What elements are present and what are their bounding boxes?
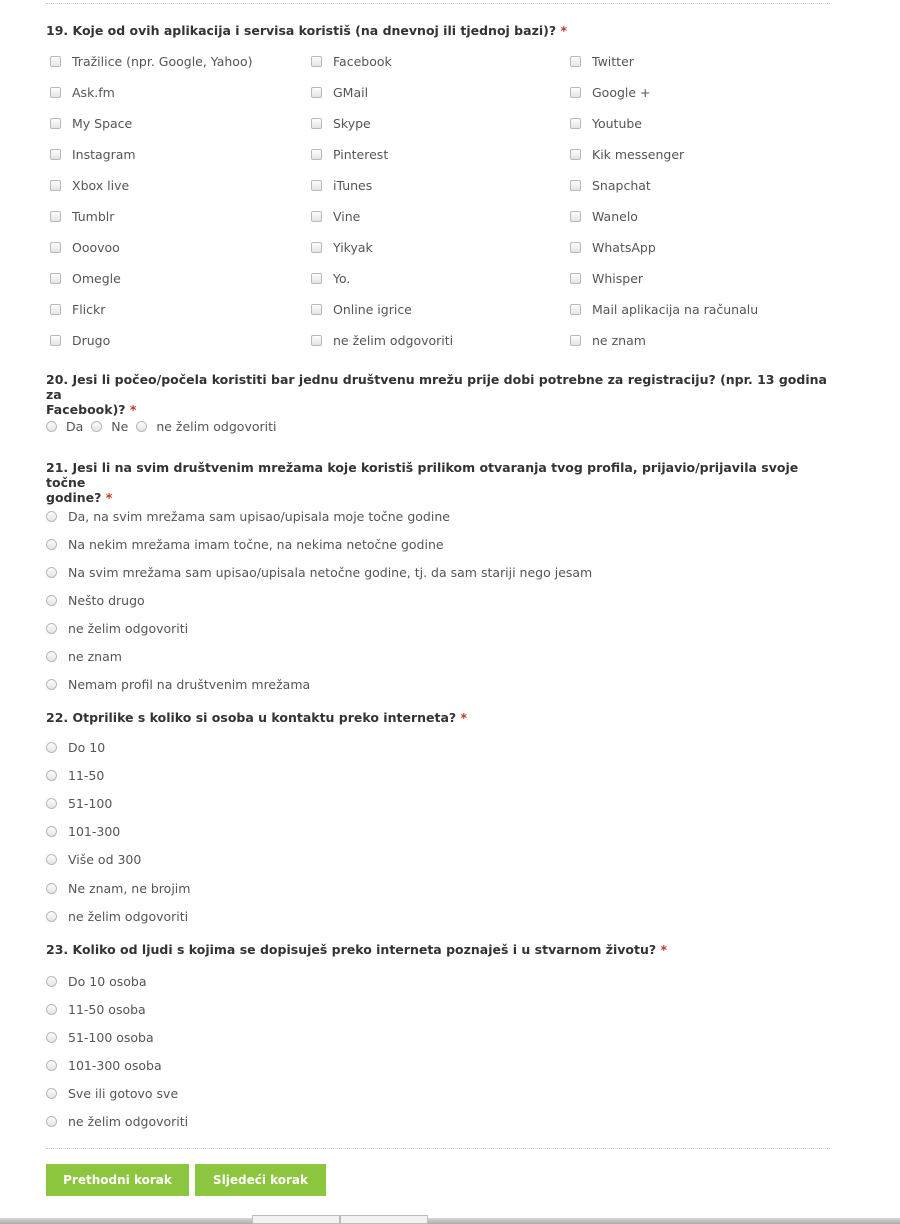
checkbox-option[interactable]	[311, 207, 360, 225]
checkbox-option[interactable]	[570, 238, 656, 256]
radio-button[interactable]	[46, 798, 57, 809]
radio-button[interactable]	[46, 595, 57, 606]
option-label: Na nekim mrežama imam točne, na nekima netočne godine	[68, 536, 444, 552]
checkbox-option[interactable]	[50, 114, 132, 132]
radio-button[interactable]	[46, 623, 57, 634]
radio-option[interactable]	[46, 1000, 146, 1018]
checkbox[interactable]	[570, 273, 581, 284]
option-label: Twitter	[592, 53, 634, 69]
option-label: ne želim odgovoriti	[68, 1113, 189, 1129]
required-marker: *	[660, 942, 668, 957]
checkbox-option[interactable]	[570, 114, 642, 132]
option-label: Instagram	[72, 146, 136, 162]
option-label: Više od 300	[68, 852, 142, 868]
checkbox[interactable]	[570, 242, 581, 253]
checkbox[interactable]	[570, 149, 581, 160]
checkbox-option[interactable]	[311, 269, 350, 287]
checkbox[interactable]	[311, 273, 322, 284]
option-label: ne želim odgovoriti	[333, 332, 454, 348]
checkbox[interactable]	[570, 304, 581, 315]
window-bottom-bar	[0, 1218, 900, 1224]
option-label: Mail aplikacija na računalu	[592, 301, 759, 317]
option-label: Nešto drugo	[68, 592, 145, 608]
radio-option[interactable]	[46, 738, 105, 756]
checkbox[interactable]	[311, 242, 322, 253]
radio-option[interactable]	[46, 675, 310, 693]
radio-button[interactable]	[46, 511, 57, 522]
checkbox[interactable]	[570, 180, 581, 191]
option-label: Nemam profil na društvenim mrežama	[68, 676, 311, 692]
checkbox-option[interactable]	[570, 300, 758, 318]
checkbox[interactable]	[311, 180, 322, 191]
checkbox-option[interactable]	[311, 145, 388, 163]
radio-option[interactable]	[46, 879, 190, 897]
checkbox[interactable]	[50, 180, 61, 191]
checkbox[interactable]	[311, 56, 322, 67]
radio-button[interactable]	[46, 539, 57, 550]
checkbox-option[interactable]	[50, 52, 252, 70]
checkbox[interactable]	[570, 87, 581, 98]
option-label: Flickr	[72, 301, 106, 317]
radio-button[interactable]	[46, 651, 57, 662]
radio-option[interactable]	[46, 1028, 154, 1046]
radio-ne-zelim-odgovoriti[interactable]	[136, 421, 147, 432]
option-label: Snapchat	[592, 177, 651, 193]
option-label: Da	[66, 418, 84, 434]
radio-button[interactable]	[46, 826, 57, 837]
checkbox-option[interactable]	[311, 176, 372, 194]
checkbox-option[interactable]	[311, 83, 368, 101]
required-marker: *	[560, 23, 567, 38]
required-marker: *	[460, 710, 468, 725]
radio-ne[interactable]	[91, 421, 102, 432]
checkbox[interactable]	[311, 211, 322, 222]
option-label: Pinterest	[333, 146, 389, 162]
radio-button[interactable]	[46, 1088, 57, 1099]
checkbox-option[interactable]	[50, 238, 120, 256]
option-label: Wanelo	[592, 208, 638, 224]
option-label: Ne	[111, 418, 129, 434]
option-label: 101-300 osoba	[68, 1057, 162, 1073]
radio-button[interactable]	[46, 567, 57, 578]
radio-da[interactable]	[46, 421, 57, 432]
radio-option[interactable]	[46, 972, 147, 990]
checkbox[interactable]	[570, 118, 581, 129]
required-marker: *	[129, 402, 137, 417]
radio-option[interactable]	[46, 907, 188, 925]
checkbox[interactable]	[50, 304, 61, 315]
radio-option[interactable]	[46, 647, 122, 665]
radio-button[interactable]	[46, 883, 57, 894]
checkbox[interactable]	[311, 149, 322, 160]
checkbox-option[interactable]	[50, 83, 115, 101]
question-22-title: 22. Otprilike s koliko si osoba u kontaktu preko interneta? *	[46, 710, 468, 725]
option-label: Xbox live	[72, 177, 130, 193]
required-marker: *	[105, 490, 113, 505]
radio-option[interactable]	[46, 794, 112, 812]
checkbox[interactable]	[570, 335, 581, 346]
option-label: Skype	[333, 115, 371, 131]
option-label: 101-300	[68, 824, 121, 840]
option-label: Yo.	[333, 270, 351, 286]
checkbox-option[interactable]	[50, 331, 110, 349]
checkbox-option[interactable]	[570, 52, 634, 70]
option-label: Yikyak	[333, 239, 373, 255]
question-19-title: 19. Koje od ovih aplikacija i servisa koristiš (na dnevnoj ili tjednoj bazi)? *	[46, 23, 567, 38]
radio-button[interactable]	[46, 854, 57, 865]
radio-button[interactable]	[46, 1004, 57, 1015]
option-label: ne želim odgovoriti	[68, 620, 189, 636]
checkbox[interactable]	[311, 335, 322, 346]
radio-option[interactable]	[46, 851, 141, 869]
radio-button[interactable]	[46, 911, 57, 922]
option-label: Tumblr	[72, 208, 115, 224]
checkbox[interactable]	[50, 118, 61, 129]
checkbox-option[interactable]	[50, 269, 121, 287]
bottom-tab	[340, 1215, 428, 1224]
checkbox-option[interactable]	[311, 238, 373, 256]
checkbox[interactable]	[311, 118, 322, 129]
option-label: iTunes	[333, 177, 373, 193]
checkbox-option[interactable]	[570, 145, 684, 163]
checkbox-option[interactable]	[570, 331, 646, 349]
checkbox-option[interactable]	[311, 331, 453, 349]
option-label: Ooovoo	[72, 239, 120, 255]
option-label: WhatsApp	[592, 239, 656, 255]
checkbox[interactable]	[50, 149, 61, 160]
option-label: Do 10 osoba	[68, 973, 147, 989]
option-label: Sve ili gotovo sve	[68, 1085, 179, 1101]
checkbox-option[interactable]	[570, 176, 651, 194]
checkbox[interactable]	[50, 273, 61, 284]
previous-step-button[interactable]: Prethodni korak	[46, 1164, 189, 1196]
option-label: Do 10	[68, 739, 106, 755]
radio-option[interactable]	[46, 823, 120, 841]
radio-option[interactable]	[46, 507, 450, 525]
checkbox-option[interactable]	[570, 269, 643, 287]
option-label: Kik messenger	[592, 146, 685, 162]
bottom-tab	[252, 1215, 340, 1224]
checkbox[interactable]	[50, 87, 61, 98]
checkbox-option[interactable]	[50, 145, 136, 163]
radio-option[interactable]	[46, 1056, 162, 1074]
option-label: Drugo	[72, 332, 111, 348]
radio-option[interactable]	[46, 766, 104, 784]
checkbox-option[interactable]	[311, 52, 392, 70]
radio-button[interactable]	[46, 1032, 57, 1043]
checkbox-option[interactable]	[50, 300, 105, 318]
radio-button[interactable]	[46, 770, 57, 781]
option-label: Vine	[333, 208, 361, 224]
option-label: Ask.fm	[72, 84, 115, 100]
bottom-divider	[46, 1148, 830, 1149]
checkbox[interactable]	[570, 211, 581, 222]
checkbox[interactable]	[50, 211, 61, 222]
option-label: 11-50	[68, 767, 105, 783]
next-step-button[interactable]: Sljedeći korak	[195, 1164, 326, 1196]
option-label: Omegle	[72, 270, 121, 286]
radio-option[interactable]	[46, 591, 145, 609]
checkbox[interactable]	[50, 335, 61, 346]
option-label: ne znam	[68, 648, 122, 664]
radio-option[interactable]	[46, 1084, 178, 1102]
option-label: My Space	[72, 115, 133, 131]
option-label: Facebook	[333, 53, 392, 69]
option-label: ne znam	[592, 332, 646, 348]
checkbox[interactable]	[50, 56, 61, 67]
checkbox[interactable]	[311, 304, 322, 315]
option-label: Google +	[592, 84, 651, 100]
checkbox-option[interactable]	[311, 114, 371, 132]
option-label: 51-100 osoba	[68, 1029, 154, 1045]
option-label: Tražilice (npr. Google, Yahoo)	[72, 53, 253, 69]
radio-option[interactable]	[46, 1112, 188, 1130]
option-label: ne želim odgovoriti	[156, 418, 277, 434]
option-label: Whisper	[592, 270, 644, 286]
radio-button[interactable]	[46, 679, 57, 690]
checkbox-option[interactable]	[570, 207, 638, 225]
checkbox-option[interactable]	[50, 207, 114, 225]
checkbox-option[interactable]	[570, 83, 651, 101]
radio-option[interactable]	[46, 563, 592, 581]
checkbox-option[interactable]	[50, 176, 129, 194]
option-label: Ne znam, ne brojim	[68, 880, 191, 896]
question-20-options	[46, 417, 284, 435]
radio-option[interactable]	[46, 535, 444, 553]
option-label: Na svim mrežama sam upisao/upisala netočne godine, tj. da sam stariji nego jesam	[68, 564, 593, 580]
option-label: 51-100	[68, 795, 113, 811]
radio-button[interactable]	[46, 1116, 57, 1127]
radio-button[interactable]	[46, 1060, 57, 1071]
radio-button[interactable]	[46, 976, 57, 987]
option-label: Online igrice	[333, 301, 412, 317]
option-label: 11-50 osoba	[68, 1001, 146, 1017]
checkbox[interactable]	[311, 87, 322, 98]
option-label: ne želim odgovoriti	[68, 908, 189, 924]
radio-option[interactable]	[46, 619, 188, 637]
top-divider	[46, 3, 830, 4]
radio-button[interactable]	[46, 742, 57, 753]
option-label: GMail	[333, 84, 369, 100]
checkbox-option[interactable]	[311, 300, 412, 318]
option-label: Youtube	[592, 115, 642, 131]
checkbox[interactable]	[50, 242, 61, 253]
option-label: Da, na svim mrežama sam upisao/upisala moje točne godine	[68, 508, 450, 524]
checkbox[interactable]	[570, 56, 581, 67]
question-21-title: 21. Jesi li na svim društvenim mrežama koje koristiš prilikom otvaranja tvog profila, prijavio/prijavila svoje točne godine? *	[46, 460, 799, 505]
question-23-title: 23. Koliko od ljudi s kojima se dopisuješ preko interneta poznaješ i u stvarnom životu? *	[46, 942, 668, 957]
question-20-title: 20. Jesi li počeo/počela koristiti bar jednu društvenu mrežu prije dobi potrebne za registraciju? (npr. 13 godina za Facebook)? *	[46, 372, 827, 417]
